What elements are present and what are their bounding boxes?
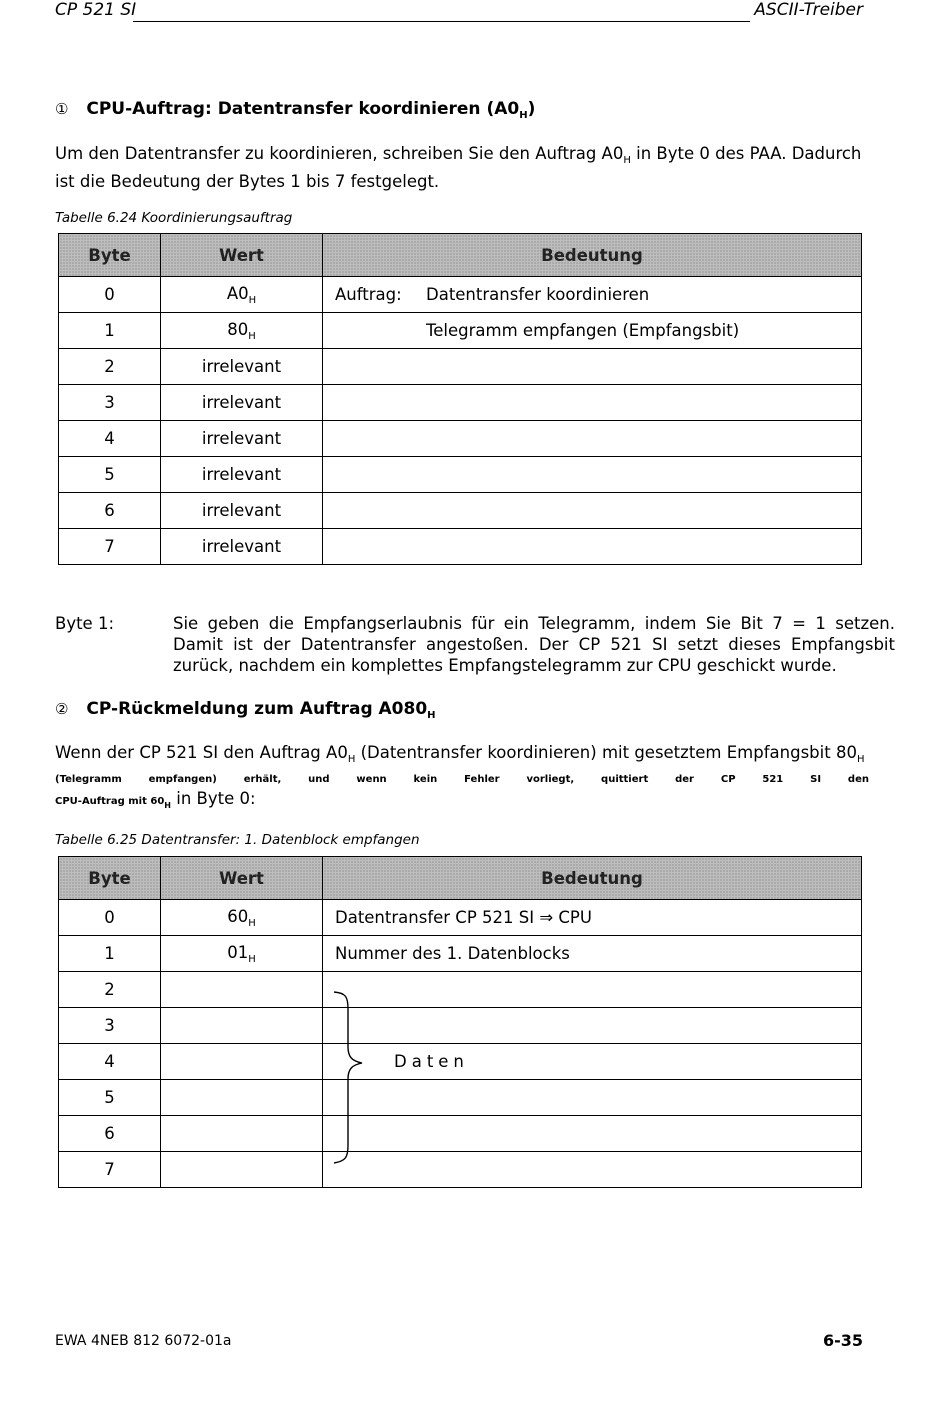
table-row (59, 1152, 862, 1188)
wert-cell: irrelevant (161, 493, 323, 529)
table-row (59, 1008, 862, 1044)
section2-line3-sub: H (164, 801, 171, 810)
table2-header-row (59, 857, 862, 900)
wert-cell (161, 936, 323, 972)
table1-header-row (59, 234, 862, 277)
wert-value: 80 (227, 319, 249, 339)
byte-cell: 2 (59, 972, 161, 1008)
section1-para-line2: ist die Bedeutung der Bytes 1 bis 7 festgelegt. (55, 172, 440, 191)
wert-cell (161, 1008, 323, 1044)
wert-cell (161, 1116, 323, 1152)
byte-cell: 1 (59, 313, 161, 349)
table2-header-byte: Byte (59, 857, 161, 900)
wert-cell (161, 277, 323, 313)
table-row (59, 421, 862, 457)
byte-cell: 0 (59, 277, 161, 313)
note-line1: Sie geben die Empfangserlaubnis für ein Telegramm, indem Sie Bit 7 = 1 setzen. (173, 614, 895, 633)
meaning-cell (323, 1080, 862, 1116)
meaning-cell (323, 349, 862, 385)
meaning-cell (323, 493, 862, 529)
section2-heading (55, 699, 436, 721)
wert-cell: irrelevant (161, 349, 323, 385)
wert-value: 60 (227, 906, 249, 926)
header-rule (133, 21, 750, 22)
meaning-cell (323, 313, 862, 349)
wert-cell (161, 1152, 323, 1188)
byte-cell: 4 (59, 421, 161, 457)
section1-marker: ① (55, 100, 69, 118)
section2-line3-a: CPU-Auftrag mit 60 (55, 796, 165, 807)
table1-header-bedeutung: Bedeutung (323, 234, 862, 277)
meaning-cell (323, 1008, 862, 1044)
meaning-cell: Datentransfer CP 521 SI ⇒ CPU (323, 900, 862, 936)
meaning-prefix: Auftrag: (335, 285, 402, 304)
wert-cell (161, 1080, 323, 1116)
wert-cell: irrelevant (161, 385, 323, 421)
table2 (58, 856, 862, 1188)
table-row (59, 936, 862, 972)
table2-header-wert: Wert (161, 857, 323, 900)
meaning-cell (323, 385, 862, 421)
byte-cell: 3 (59, 385, 161, 421)
wert-value: 01 (227, 942, 249, 962)
section2-paragraph (55, 742, 869, 816)
section2-line1-b: (Datentransfer koordinieren) mit gesetztem Empfangsbit 80 (355, 743, 857, 762)
byte-cell: 3 (59, 1008, 161, 1044)
table2-caption: Tabelle 6.25 Datentransfer: 1. Datenblock empfangen (55, 832, 420, 848)
meaning-cell (323, 1152, 862, 1188)
section2-line2: (Telegramm empfangen) erhält, und wenn kein Fehler vorliegt, quittiert der CP 521 SI den (55, 774, 869, 785)
meaning-cell (323, 1116, 862, 1152)
section1-para-sub: H (623, 155, 631, 166)
table2-header-bedeutung: Bedeutung (323, 857, 862, 900)
section1-para-b: in Byte 0 des PAA. Dadurch (630, 144, 862, 163)
table-row (59, 457, 862, 493)
meaning-cell (323, 277, 862, 313)
header-right: ASCII-Treiber (754, 0, 863, 20)
table1 (58, 233, 862, 565)
section2-title: CP-Rückmeldung zum Auftrag A080 (86, 699, 428, 719)
table-row (59, 385, 862, 421)
note-line2: Damit ist der Datentransfer angestoßen. Der CP 521 SI setzt dieses Empfangsbit (173, 635, 895, 654)
section1-title: CPU-Auftrag: Datentransfer koordinieren (A0 (86, 99, 520, 119)
section2-line1-sub2: H (856, 754, 865, 765)
table-row (59, 313, 862, 349)
wert-cell (161, 900, 323, 936)
wert-sub: H (248, 917, 256, 929)
footer-page-number: 6-35 (822, 1331, 863, 1350)
wert-cell (161, 313, 323, 349)
section2-line3-b: in Byte 0: (170, 789, 256, 808)
byte-cell: 5 (59, 1080, 161, 1116)
section1-para-a: Um den Datentransfer zu koordinieren, schreiben Sie den Auftrag A0 (55, 144, 624, 163)
meaning-text: Telegramm empfangen (Empfangsbit) (426, 321, 740, 340)
table-row (59, 493, 862, 529)
daten-label: Daten (394, 1052, 469, 1071)
section2-line1-sub1: H (347, 754, 356, 765)
byte-cell: 6 (59, 493, 161, 529)
section1-title-sub: H (519, 110, 528, 121)
byte-cell: 6 (59, 1116, 161, 1152)
table-row (59, 972, 862, 1008)
table-row (59, 900, 862, 936)
note-line3: zurück, nachdem ein komplettes Empfangstelegramm zur CPU geschickt wurde. (173, 656, 837, 675)
byte-cell: 7 (59, 529, 161, 565)
byte-cell: 5 (59, 457, 161, 493)
table1-caption: Tabelle 6.24 Koordinierungsauftrag (55, 210, 293, 226)
wert-cell: irrelevant (161, 421, 323, 457)
wert-sub: H (248, 330, 256, 342)
byte-cell: 2 (59, 349, 161, 385)
table1-header-wert: Wert (161, 234, 323, 277)
section1-title-end: ) (527, 99, 536, 119)
meaning-cell: Nummer des 1. Datenblocks (323, 936, 862, 972)
byte-cell: 0 (59, 900, 161, 936)
note-text (173, 613, 895, 676)
section2-title-sub: H (427, 710, 436, 721)
note-label: Byte 1: (55, 614, 115, 633)
meaning-text: Datentransfer koordinieren (426, 285, 650, 304)
header-left: CP 521 SI (55, 0, 137, 20)
section1-paragraph (55, 143, 861, 192)
table1-header-byte: Byte (59, 234, 161, 277)
section2-line1-a: Wenn der CP 521 SI den Auftrag A0 (55, 743, 348, 762)
curly-brace-icon (328, 985, 378, 1170)
meaning-cell (323, 972, 862, 1008)
wert-sub: H (248, 953, 256, 965)
wert-cell (161, 1044, 323, 1080)
byte-cell: 4 (59, 1044, 161, 1080)
wert-cell: irrelevant (161, 529, 323, 565)
byte-cell: 7 (59, 1152, 161, 1188)
wert-cell: irrelevant (161, 457, 323, 493)
table-row (59, 277, 862, 313)
byte-cell: 1 (59, 936, 161, 972)
wert-value: A0 (226, 283, 249, 303)
table-row (59, 349, 862, 385)
wert-cell (161, 972, 323, 1008)
section1-heading (55, 99, 535, 121)
table-row (59, 529, 862, 565)
table-row (59, 1116, 862, 1152)
section2-marker: ② (55, 700, 69, 718)
meaning-cell (323, 421, 862, 457)
footer-left: EWA 4NEB 812 6072-01a (55, 1333, 232, 1349)
table-row (59, 1080, 862, 1116)
wert-sub: H (248, 294, 257, 306)
meaning-cell (323, 457, 862, 493)
meaning-cell (323, 529, 862, 565)
